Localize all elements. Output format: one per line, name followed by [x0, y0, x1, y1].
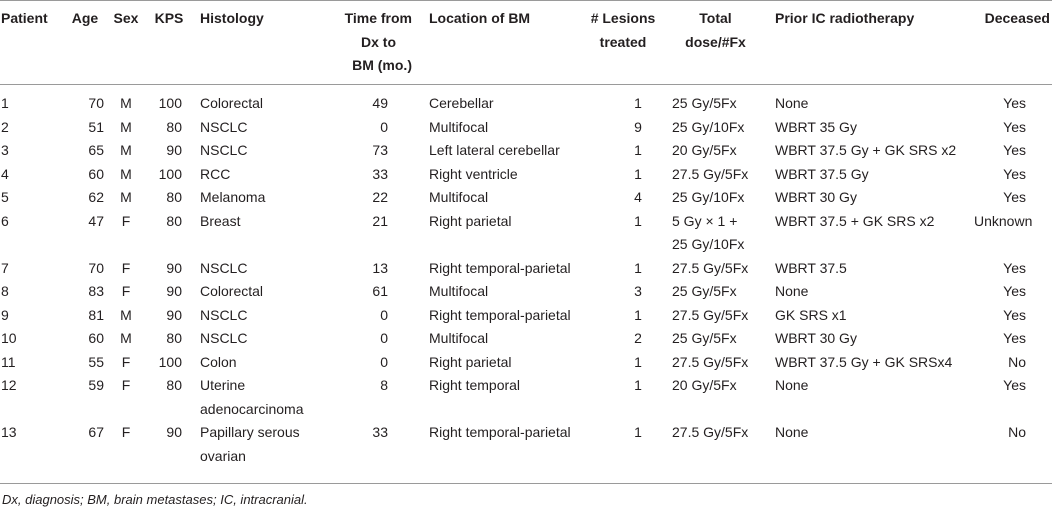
cell-patient: 9 — [1, 306, 9, 323]
table-row — [0, 351, 1052, 375]
header-sex: Sex — [113, 10, 139, 26]
cell-sex: M — [120, 165, 132, 182]
cell-dose — [665, 351, 766, 375]
cell-kps: 80 — [166, 330, 182, 346]
cell-lesions: 1 — [634, 142, 642, 158]
header-histology: Histology — [200, 10, 264, 26]
cell-histology-line: NSCLC — [200, 259, 248, 276]
cell-age: 81 — [88, 306, 104, 323]
cell-lesions: 2 — [634, 330, 642, 346]
cell-histology — [194, 139, 317, 163]
cell-sex: M — [120, 189, 132, 205]
cell-dose-line: 27.5 Gy/5Fx — [672, 353, 749, 370]
cell-prior-radiotherapy: WBRT 37.5 — [775, 259, 847, 276]
cell-dose — [665, 186, 766, 210]
cell-deceased: Yes — [1003, 259, 1026, 276]
header-lesions — [581, 1, 665, 84]
cell-dose-line: 25 Gy/10Fx — [672, 118, 745, 135]
header-lesions-line: treated — [599, 33, 647, 50]
cell-histology-line: Colon — [200, 353, 237, 370]
header-time-line: BM (mo.) — [352, 57, 412, 73]
cell-location: Left lateral cerebellar — [429, 142, 560, 158]
cell-sex: M — [120, 95, 132, 111]
cell-sex: F — [121, 377, 131, 393]
cell-sex: M — [120, 118, 132, 135]
cell-prior-radiotherapy: WBRT 37.5 Gy — [775, 165, 869, 182]
cell-patient: 11 — [1, 353, 16, 370]
cell-patient: 13 — [1, 424, 17, 440]
table-bottom-rule — [0, 483, 1052, 484]
cell-location: Multifocal — [429, 330, 489, 346]
cell-location: Right parietal — [429, 353, 512, 370]
cell-deceased: Yes — [1003, 377, 1026, 393]
cell-location: Multifocal — [429, 283, 489, 299]
table-row — [0, 186, 1052, 210]
cell-age: 65 — [88, 142, 104, 158]
cell-time: 49 — [372, 95, 388, 111]
cell-kps: 90 — [166, 259, 182, 276]
cell-time: 61 — [372, 283, 388, 299]
table-row — [0, 280, 1052, 304]
cell-lesions: 1 — [634, 95, 642, 111]
header-kps: KPS — [154, 10, 184, 26]
cell-patient: 12 — [1, 377, 17, 393]
cell-histology-line: NSCLC — [200, 142, 248, 158]
cell-location: Multifocal — [429, 118, 489, 135]
cell-sex: F — [121, 259, 131, 276]
table-row — [0, 421, 1052, 468]
table-row — [0, 116, 1052, 140]
cell-dose-line: 27.5 Gy/5Fx — [672, 424, 749, 440]
cell-histology — [194, 351, 317, 375]
cell-histology — [194, 257, 317, 281]
cell-prior-radiotherapy: None — [775, 95, 809, 111]
cell-kps: 80 — [166, 377, 182, 393]
cell-histology — [194, 327, 317, 351]
cell-patient: 4 — [1, 165, 9, 182]
cell-dose-line: 20 Gy/5Fx — [672, 377, 737, 393]
cell-age: 60 — [88, 165, 104, 182]
cell-deceased: Yes — [1003, 95, 1026, 111]
cell-dose — [665, 280, 766, 304]
cell-dose-line: 25 Gy/5Fx — [672, 330, 737, 346]
cell-time: 13 — [372, 259, 388, 276]
cell-dose-line: 27.5 Gy/5Fx — [672, 165, 749, 182]
cell-kps: 90 — [166, 142, 182, 158]
cell-time: 0 — [380, 330, 388, 346]
cell-histology — [194, 304, 317, 328]
cell-dose — [665, 327, 766, 351]
cell-patient: 10 — [1, 330, 17, 346]
cell-kps: 90 — [166, 283, 182, 299]
cell-histology-line: Breast — [200, 212, 241, 229]
cell-deceased: Yes — [1003, 330, 1026, 346]
cell-sex: F — [121, 353, 131, 370]
cell-histology-line: NSCLC — [200, 118, 248, 135]
cell-deceased: Unknown — [974, 212, 1033, 229]
cell-age: 70 — [88, 259, 104, 276]
cell-age: 59 — [88, 377, 104, 393]
cell-prior-radiotherapy: None — [775, 283, 809, 299]
cell-histology — [194, 210, 317, 257]
table-row — [0, 84, 1052, 116]
cell-deceased: No — [1008, 353, 1026, 370]
cell-patient: 2 — [1, 118, 9, 135]
cell-deceased: Yes — [1003, 142, 1026, 158]
cell-patient: 6 — [1, 212, 9, 229]
cell-histology — [194, 421, 317, 468]
cell-lesions: 1 — [634, 165, 642, 182]
header-row — [0, 1, 1052, 84]
cell-histology — [194, 116, 317, 140]
cell-time: 0 — [380, 353, 388, 370]
table-row — [0, 304, 1052, 328]
cell-location: Right temporal-parietal — [429, 424, 571, 440]
cell-dose-line: 27.5 Gy/5Fx — [672, 306, 749, 323]
cell-kps: 80 — [166, 118, 182, 135]
cell-location: Right ventricle — [429, 165, 518, 182]
cell-age: 55 — [88, 353, 104, 370]
cell-prior-radiotherapy: WBRT 35 Gy — [775, 118, 857, 135]
cell-deceased: Yes — [1003, 283, 1026, 299]
table-row — [0, 374, 1052, 421]
cell-lesions: 1 — [634, 377, 642, 393]
cell-deceased: Yes — [1003, 189, 1026, 205]
cell-time: 8 — [380, 377, 388, 393]
cell-patient: 8 — [1, 283, 9, 299]
cell-lesions: 1 — [634, 306, 642, 323]
cell-dose — [665, 374, 766, 421]
cell-location: Right temporal-parietal — [429, 259, 571, 276]
cell-dose — [665, 257, 766, 281]
table-row — [0, 327, 1052, 351]
cell-location: Right temporal-parietal — [429, 306, 571, 323]
cell-sex: M — [120, 330, 132, 346]
cell-time: 33 — [372, 424, 388, 440]
table-row — [0, 210, 1052, 257]
cell-histology-line: Colorectal — [200, 283, 264, 299]
cell-sex: F — [121, 212, 131, 229]
cell-time: 0 — [380, 118, 388, 135]
cell-lesions: 1 — [634, 353, 642, 370]
header-time-line: Time from — [344, 10, 412, 26]
cell-location: Cerebellar — [429, 95, 494, 111]
cell-histology — [194, 374, 317, 421]
cell-lesions: 1 — [634, 212, 642, 229]
cell-histology-line: NSCLC — [200, 330, 248, 346]
table-body — [0, 84, 1052, 468]
cell-histology-line: NSCLC — [200, 306, 248, 323]
patient-characteristics-table — [0, 1, 1052, 468]
cell-lesions: 9 — [634, 118, 642, 135]
cell-histology — [194, 84, 317, 116]
header-lesions-line: # Lesions — [590, 10, 656, 26]
header-dose-line: dose/#Fx — [685, 33, 746, 50]
cell-lesions: 1 — [634, 259, 642, 276]
cell-lesions: 3 — [634, 283, 642, 299]
table-row — [0, 257, 1052, 281]
cell-lesions: 4 — [634, 189, 642, 205]
cell-kps: 80 — [166, 189, 182, 205]
cell-deceased: Yes — [1003, 165, 1026, 182]
cell-prior-radiotherapy: WBRT 37.5 Gy + GK SRSx4 — [775, 353, 953, 370]
cell-age: 83 — [88, 283, 104, 299]
cell-histology-line: Uterine — [200, 377, 246, 393]
cell-time: 0 — [380, 306, 388, 323]
cell-dose — [665, 116, 766, 140]
cell-sex: F — [121, 283, 131, 299]
cell-age: 51 — [88, 118, 104, 135]
cell-dose-line: 25 Gy/10Fx — [672, 236, 745, 252]
table-footnote: Dx, diagnosis; BM, brain metastases; IC, intracranial. — [2, 492, 308, 507]
cell-time: 21 — [372, 212, 388, 229]
cell-dose — [665, 84, 766, 116]
cell-age: 70 — [88, 95, 104, 111]
cell-histology-line: Colorectal — [200, 95, 264, 111]
cell-histology-line: Melanoma — [200, 189, 266, 205]
cell-histology — [194, 280, 317, 304]
cell-patient: 7 — [1, 259, 9, 276]
cell-dose — [665, 163, 766, 187]
table-row — [0, 163, 1052, 187]
cell-location: Right parietal — [429, 212, 512, 229]
cell-histology — [194, 186, 317, 210]
header-location: Location of BM — [429, 10, 531, 26]
cell-age: 60 — [88, 330, 104, 346]
cell-histology-line: ovarian — [200, 447, 246, 464]
cell-age: 47 — [88, 212, 104, 229]
cell-location: Multifocal — [429, 189, 489, 205]
cell-dose — [665, 304, 766, 328]
cell-prior-radiotherapy: None — [775, 424, 809, 440]
cell-kps: 80 — [166, 212, 182, 229]
cell-prior-radiotherapy: GK SRS x1 — [775, 306, 847, 323]
cell-kps: 90 — [166, 424, 182, 440]
cell-dose-line: 27.5 Gy/5Fx — [672, 259, 749, 276]
cell-patient: 1 — [1, 95, 9, 111]
header-time — [317, 1, 414, 84]
cell-lesions: 1 — [634, 424, 642, 440]
cell-deceased: No — [1008, 424, 1026, 440]
cell-histology-line: adenocarcinoma — [200, 400, 304, 417]
cell-dose — [665, 421, 766, 468]
header-patient: Patient — [1, 10, 48, 26]
cell-deceased: Yes — [1003, 118, 1026, 135]
cell-patient: 3 — [1, 142, 9, 158]
header-prior-radiotherapy: Prior IC radiotherapy — [775, 10, 915, 26]
cell-histology-line: RCC — [200, 165, 231, 182]
cell-kps: 100 — [158, 95, 182, 111]
cell-age: 67 — [88, 424, 104, 440]
header-deceased: Deceased — [984, 10, 1050, 26]
cell-dose-line: 25 Gy/5Fx — [672, 283, 737, 299]
cell-prior-radiotherapy: None — [775, 377, 809, 393]
cell-deceased: Yes — [1003, 306, 1026, 323]
header-dose — [665, 1, 766, 84]
header-age: Age — [71, 10, 99, 26]
cell-dose — [665, 139, 766, 163]
cell-time: 73 — [372, 142, 388, 158]
cell-age: 62 — [88, 189, 104, 205]
header-dose-line: Total — [699, 10, 732, 26]
cell-prior-radiotherapy: WBRT 37.5 + GK SRS x2 — [775, 212, 935, 229]
table-row — [0, 139, 1052, 163]
cell-location: Right temporal — [429, 377, 521, 393]
cell-dose-line: 20 Gy/5Fx — [672, 142, 737, 158]
cell-kps: 100 — [158, 353, 182, 370]
cell-sex: F — [121, 424, 131, 440]
cell-histology-line: Papillary serous — [200, 424, 300, 440]
cell-kps: 100 — [158, 165, 182, 182]
cell-dose-line: 25 Gy/10Fx — [672, 189, 745, 205]
cell-prior-radiotherapy: WBRT 30 Gy — [775, 330, 857, 346]
cell-prior-radiotherapy: WBRT 30 Gy — [775, 189, 857, 205]
cell-prior-radiotherapy: WBRT 37.5 Gy + GK SRS x2 — [775, 142, 957, 158]
cell-histology — [194, 163, 317, 187]
cell-sex: M — [120, 142, 132, 158]
cell-patient: 5 — [1, 189, 9, 205]
header-time-line: Dx to — [361, 33, 396, 50]
cell-dose-line: 5 Gy × 1 + — [672, 212, 738, 229]
cell-kps: 90 — [166, 306, 182, 323]
cell-dose-line: 25 Gy/5Fx — [672, 95, 737, 111]
cell-dose — [665, 210, 766, 257]
cell-time: 33 — [372, 165, 388, 182]
cell-time: 22 — [372, 189, 388, 205]
cell-sex: M — [120, 306, 132, 323]
